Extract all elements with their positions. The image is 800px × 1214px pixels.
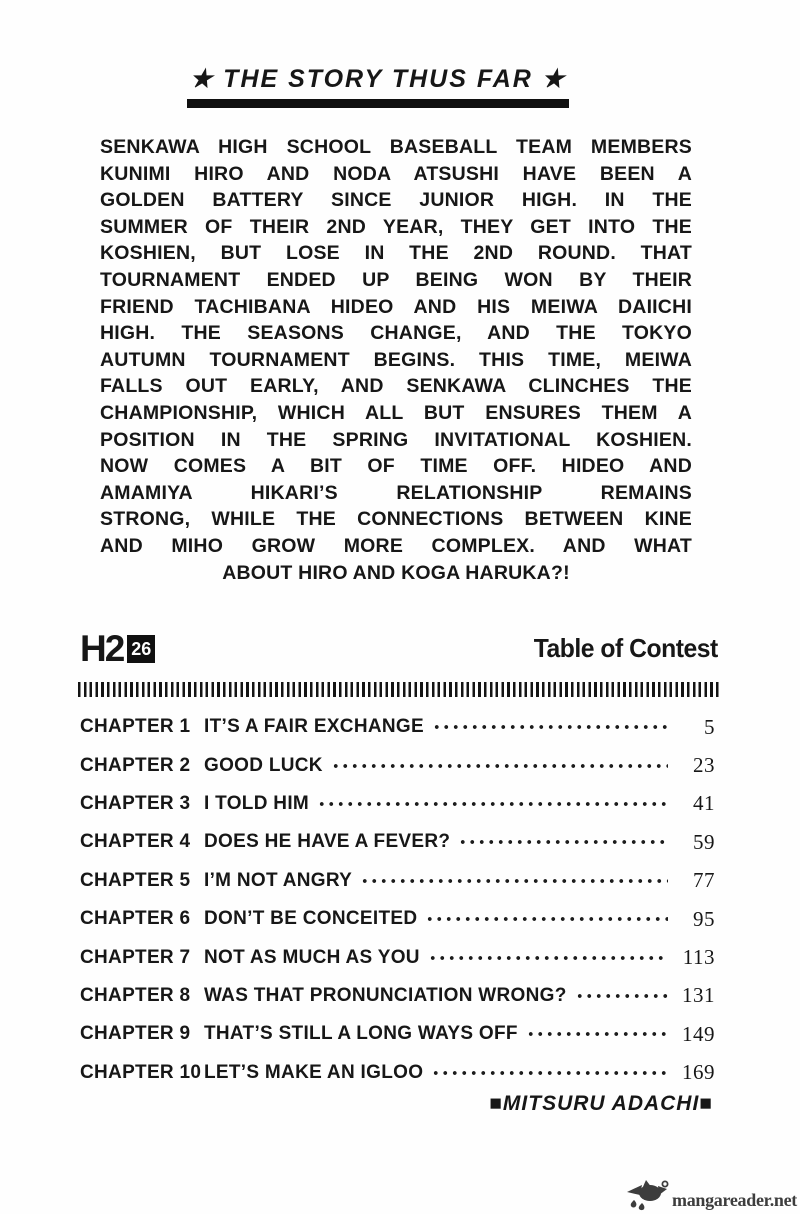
series-logo-text: H2 (80, 627, 124, 669)
toc-chapter-title: I TOLD HIM (204, 792, 310, 814)
toc-chapter-label: CHAPTER 1 (80, 716, 191, 738)
toc-chapter-title: DOES HE HAVE A FEVER? (204, 831, 451, 853)
toc-row (80, 785, 715, 823)
synopsis-line: KUNIMI HIRO AND NODA ATSUSHI HAVE BEEN A (100, 162, 692, 185)
toc-chapter-label: CHAPTER 7 (80, 946, 191, 968)
toc-chapter-label: CHAPTER 6 (80, 908, 191, 930)
toc-row (80, 1015, 715, 1053)
toc-row (80, 977, 715, 1015)
toc-row (80, 708, 715, 746)
toc-dot-leader (431, 1054, 668, 1092)
author-credit: ■MITSURU ADACHI■ (489, 1092, 713, 1115)
toc-chapter-label: CHAPTER 10 (80, 1061, 202, 1083)
toc-chapter-title: GOOD LUCK (204, 754, 323, 776)
toc-page-number: 77 (693, 868, 715, 893)
toc-page-number: 5 (704, 714, 715, 739)
toc-page-number: 149 (682, 1021, 715, 1046)
synopsis-line: SUMMER OF THEIR 2ND YEAR, THEY GET INTO THE (100, 215, 692, 238)
toc-chapter-label: CHAPTER 3 (80, 792, 191, 814)
synopsis-line: FRIEND TACHIBANA HIDEO AND HIS MEIWA DAIICHI (100, 295, 692, 318)
story-header (58, 64, 698, 108)
synopsis-line: POSITION IN THE SPRING INVITATIONAL KOSHIEN. (100, 428, 692, 451)
synopsis-line: KOSHIEN, BUT LOSE IN THE 2ND ROUND. THAT (100, 242, 692, 265)
synopsis-line: AND MIHO GROW MORE COMPLEX. AND WHAT (100, 534, 692, 557)
toc-dot-leader (526, 1015, 668, 1053)
site-watermark (626, 1179, 797, 1211)
toc-dot-leader (432, 708, 668, 746)
toc-dot-leader (331, 746, 668, 784)
toc-chapter-label: CHAPTER 8 (80, 984, 191, 1006)
toc-dot-leader (428, 938, 668, 976)
toc-chapter-title: IT’S A FAIR EXCHANGE (204, 716, 424, 738)
synopsis-line: NOW COMES A BIT OF TIME OFF. HIDEO AND (100, 455, 692, 478)
synopsis-line: ABOUT HIRO AND KOGA HARUKA?! (222, 561, 570, 584)
watermark-site-name: mangareader.net (672, 1190, 797, 1211)
toc-page-number: 131 (682, 983, 715, 1008)
toc-chapter-title: NOT AS MUCH AS YOU (204, 946, 420, 968)
toc-chapter-label: CHAPTER 4 (80, 831, 191, 853)
toc-page-number: 41 (693, 791, 715, 816)
toc-page-number: 113 (682, 945, 715, 970)
toc-chapter-title: LET’S MAKE AN IGLOO (204, 1061, 424, 1083)
toc-chapter-label: CHAPTER 2 (80, 754, 191, 776)
toc-chapter-title: I’M NOT ANGRY (204, 869, 353, 891)
toc-chapter-label: CHAPTER 9 (80, 1023, 191, 1045)
toc-chapter-title: WAS THAT PRONUNCIATION WRONG? (204, 984, 567, 1006)
toc-chapter-title: DON’T BE CONCEITED (204, 908, 418, 930)
toc-row (80, 938, 715, 976)
toc-dot-leader (458, 823, 668, 861)
toc-row (80, 862, 715, 900)
toc-page-number: 95 (693, 906, 715, 931)
synopsis-line: AUTUMN TOURNAMENT BEGINS. THIS TIME, MEIWA (100, 348, 692, 371)
toc-dot-leader (317, 785, 668, 823)
synopsis-line: AMAMIYA HIKARI’S RELATIONSHIP REMAINS (100, 481, 692, 504)
toc-page-number: 169 (682, 1060, 715, 1085)
striped-divider (78, 682, 719, 697)
synopsis-line: SENKAWA HIGH SCHOOL BASEBALL TEAM MEMBERS (100, 136, 692, 158)
story-header-title: ★ THE STORY THUS FAR ★ (189, 65, 567, 93)
toc-row (80, 746, 715, 784)
synopsis-line: FALLS OUT EARLY, AND SENKAWA CLINCHES THE (100, 375, 692, 398)
toc-row (80, 1054, 715, 1092)
synopsis-line: GOLDEN BATTERY SINCE JUNIOR HIGH. IN THE (100, 189, 692, 212)
toc-chapter-label: CHAPTER 5 (80, 869, 191, 891)
toc-row (80, 900, 715, 938)
toc-title: Table of Contest (533, 632, 718, 663)
series-logo (80, 627, 155, 669)
synopsis-line: TOURNAMENT ENDED UP BEING WON BY THEIR (100, 268, 692, 291)
synopsis-line: CHAMPIONSHIP, WHICH ALL BUT ENSURES THEM A (100, 401, 692, 424)
mangareader-logo-icon (626, 1179, 670, 1211)
synopsis-line: HIGH. THE SEASONS CHANGE, AND THE TOKYO (100, 322, 692, 345)
toc-chapter-title: THAT’S STILL A LONG WAYS OFF (204, 1023, 518, 1045)
toc-page-number: 59 (693, 829, 715, 854)
toc-page-number: 23 (693, 753, 715, 778)
toc-dot-leader (575, 977, 668, 1015)
toc-row (80, 823, 715, 861)
synopsis-line: STRONG, WHILE THE CONNECTIONS BETWEEN KINE (100, 508, 692, 531)
volume-number-badge: 26 (127, 635, 155, 663)
toc-list (80, 708, 715, 1092)
toc-dot-leader (360, 862, 668, 900)
story-header-underline (187, 99, 569, 108)
toc-dot-leader (425, 900, 668, 938)
story-synopsis (100, 134, 692, 586)
toc-header (80, 628, 718, 668)
